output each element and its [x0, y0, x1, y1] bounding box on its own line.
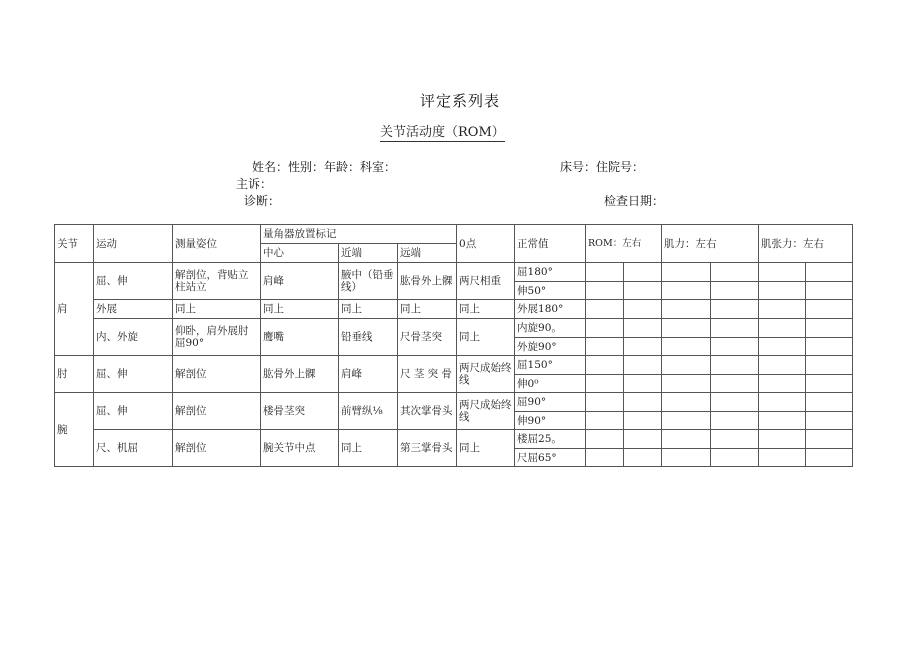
strength-left-cell[interactable] [662, 356, 711, 375]
posture-cell: 解剖位 [173, 393, 261, 430]
tone-left-cell[interactable] [759, 319, 806, 338]
header-normal: 正常值 [515, 225, 586, 263]
movement-cell: 内、外旋 [94, 319, 173, 356]
tone-right-cell[interactable] [806, 356, 853, 375]
strength-left-cell[interactable] [662, 300, 711, 319]
table-row [55, 356, 853, 375]
header-posture: 测量姿位 [173, 225, 261, 263]
rom-right-cell[interactable] [624, 282, 662, 300]
proximal-cell: 铅垂线 [339, 319, 398, 356]
rom-left-cell[interactable] [586, 430, 624, 449]
rom-right-cell[interactable] [624, 375, 662, 393]
rom-right-cell[interactable] [624, 319, 662, 338]
center-cell: 腕关节中点 [261, 430, 339, 467]
proximal-cell: 前臂纵⅛ [339, 393, 398, 430]
tone-left-cell[interactable] [759, 393, 806, 412]
header-proximal: 近端 [339, 244, 398, 263]
distal-cell: 同上 [398, 300, 457, 319]
posture-cell: 解剖位，背贴立柱站立 [173, 263, 261, 300]
header-zero: 0点 [457, 225, 515, 263]
table-row [55, 430, 853, 449]
tone-left-cell[interactable] [759, 412, 806, 430]
rom-left-cell[interactable] [586, 282, 624, 300]
zero-cell: 同上 [457, 300, 515, 319]
rom-left-cell[interactable] [586, 263, 624, 282]
normal-cell: 楼屈25。 [515, 430, 586, 449]
rom-left-cell[interactable] [586, 356, 624, 375]
rom-right-cell[interactable] [624, 338, 662, 356]
strength-right-cell[interactable] [711, 282, 759, 300]
rom-right-cell[interactable] [624, 356, 662, 375]
strength-left-cell[interactable] [662, 319, 711, 338]
complaint-label: 主诉： [236, 177, 273, 191]
distal-cell: 尺 茎 突 骨 [398, 356, 457, 393]
strength-right-cell[interactable] [711, 375, 759, 393]
center-cell: 肱骨外上髁 [261, 356, 339, 393]
proximal-cell: 同上 [339, 430, 398, 467]
strength-left-cell[interactable] [662, 430, 711, 449]
zero-cell: 同上 [457, 430, 515, 467]
zero-cell: 两尺相重 [457, 263, 515, 300]
table-header-row [55, 225, 853, 244]
tone-left-cell[interactable] [759, 356, 806, 375]
tone-right-cell[interactable] [806, 263, 853, 282]
tone-right-cell[interactable] [806, 430, 853, 449]
posture-cell: 仰卧，肩外展肘屈90° [173, 319, 261, 356]
normal-cell: 外展180° [515, 300, 586, 319]
strength-left-cell[interactable] [662, 449, 711, 467]
rom-left-cell[interactable] [586, 300, 624, 319]
center-cell: 鹰嘴 [261, 319, 339, 356]
tone-left-cell[interactable] [759, 300, 806, 319]
movement-cell: 屈、伸 [94, 356, 173, 393]
exam-date-label: 检查日期： [604, 194, 665, 208]
strength-right-cell[interactable] [711, 412, 759, 430]
center-cell: 肩峰 [261, 263, 339, 300]
movement-cell: 屈、伸 [94, 263, 173, 300]
tone-right-cell[interactable] [806, 338, 853, 356]
rom-table [54, 224, 853, 467]
bed-info-line: 床号：住院号： [560, 160, 645, 174]
movement-cell: 尺、机屈 [94, 430, 173, 467]
tone-right-cell[interactable] [806, 282, 853, 300]
distal-cell: 尺骨茎突 [398, 319, 457, 356]
tone-left-cell[interactable] [759, 449, 806, 467]
table-row [55, 263, 853, 282]
distal-cell: 第三掌骨头 [398, 430, 457, 467]
normal-cell: 内旋90。 [515, 319, 586, 338]
zero-cell: 两尺成始终线 [457, 393, 515, 430]
header-tone: 肌张力：左右 [759, 225, 853, 263]
posture-cell: 同上 [173, 300, 261, 319]
header-distal: 远端 [398, 244, 457, 263]
normal-cell: 尺屈65° [515, 449, 586, 467]
strength-right-cell[interactable] [711, 338, 759, 356]
header-center: 中心 [261, 244, 339, 263]
zero-cell: 两尺成始终线 [457, 356, 515, 393]
page-title: 评定系列表 [419, 92, 500, 110]
tone-right-cell[interactable] [806, 319, 853, 338]
rom-right-cell[interactable] [624, 430, 662, 449]
tone-left-cell[interactable] [759, 430, 806, 449]
rom-right-cell[interactable] [624, 412, 662, 430]
distal-cell: 其次掌骨头 [398, 393, 457, 430]
tone-right-cell[interactable] [806, 449, 853, 467]
rom-left-cell[interactable] [586, 449, 624, 467]
header-placement: 量角器放置标记 [261, 225, 457, 244]
page-subtitle [380, 121, 505, 140]
tone-left-cell[interactable] [759, 282, 806, 300]
normal-cell: 屈150° [515, 356, 586, 375]
zero-cell: 同上 [457, 319, 515, 356]
tone-left-cell[interactable] [759, 338, 806, 356]
rom-left-cell[interactable] [586, 412, 624, 430]
rom-left-cell[interactable] [586, 393, 624, 412]
strength-left-cell[interactable] [662, 282, 711, 300]
rom-left-cell[interactable] [586, 319, 624, 338]
normal-cell: 外旋90° [515, 338, 586, 356]
tone-left-cell[interactable] [759, 263, 806, 282]
strength-right-cell[interactable] [711, 356, 759, 375]
joint-elbow: 肘 [55, 356, 94, 393]
normal-cell: 伸50° [515, 282, 586, 300]
patient-info-line: 姓名：性别：年龄：科室： [252, 160, 397, 174]
strength-left-cell[interactable] [662, 375, 711, 393]
normal-cell: 屈180° [515, 263, 586, 282]
strength-right-cell[interactable] [711, 393, 759, 412]
subtitle-text: 关节活动度（ROM） [380, 125, 505, 140]
strength-left-cell[interactable] [662, 338, 711, 356]
tone-right-cell[interactable] [806, 375, 853, 393]
header-strength: 肌力：左右 [662, 225, 759, 263]
header-movement: 运动 [94, 225, 173, 263]
proximal-cell: 同上 [339, 300, 398, 319]
tone-right-cell[interactable] [806, 393, 853, 412]
movement-cell: 屈、伸 [94, 393, 173, 430]
tone-right-cell[interactable] [806, 300, 853, 319]
table-row [55, 319, 853, 338]
strength-right-cell[interactable] [711, 319, 759, 338]
strength-left-cell[interactable] [662, 393, 711, 412]
proximal-cell: 腋中（铅垂线） [339, 263, 398, 300]
distal-cell: 肱骨外上髁 [398, 263, 457, 300]
joint-wrist: 腕 [55, 393, 94, 467]
rom-right-cell[interactable] [624, 393, 662, 412]
header-joint: 关节 [55, 225, 94, 263]
tone-right-cell[interactable] [806, 412, 853, 430]
header-rom: ROM：左右 [586, 225, 662, 263]
center-cell: 同上 [261, 300, 339, 319]
normal-cell: 伸90° [515, 412, 586, 430]
rom-right-cell[interactable] [624, 449, 662, 467]
normal-cell: 屈90° [515, 393, 586, 412]
posture-cell: 解剖位 [173, 430, 261, 467]
strength-right-cell[interactable] [711, 430, 759, 449]
tone-left-cell[interactable] [759, 375, 806, 393]
posture-cell: 解剖位 [173, 356, 261, 393]
movement-cell: 外展 [94, 300, 173, 319]
table-row [55, 393, 853, 412]
strength-right-cell[interactable] [711, 449, 759, 467]
strength-right-cell[interactable] [711, 300, 759, 319]
center-cell: 楼骨茎突 [261, 393, 339, 430]
strength-left-cell[interactable] [662, 263, 711, 282]
rom-right-cell[interactable] [624, 263, 662, 282]
normal-cell: 伸0⁰ [515, 375, 586, 393]
table-row [55, 300, 853, 319]
proximal-cell: 肩峰 [339, 356, 398, 393]
rom-right-cell[interactable] [624, 300, 662, 319]
strength-left-cell[interactable] [662, 412, 711, 430]
strength-right-cell[interactable] [711, 263, 759, 282]
joint-shoulder: 肩 [55, 263, 94, 356]
rom-left-cell[interactable] [586, 338, 624, 356]
rom-left-cell[interactable] [586, 375, 624, 393]
diagnosis-label: 诊断： [244, 194, 281, 208]
